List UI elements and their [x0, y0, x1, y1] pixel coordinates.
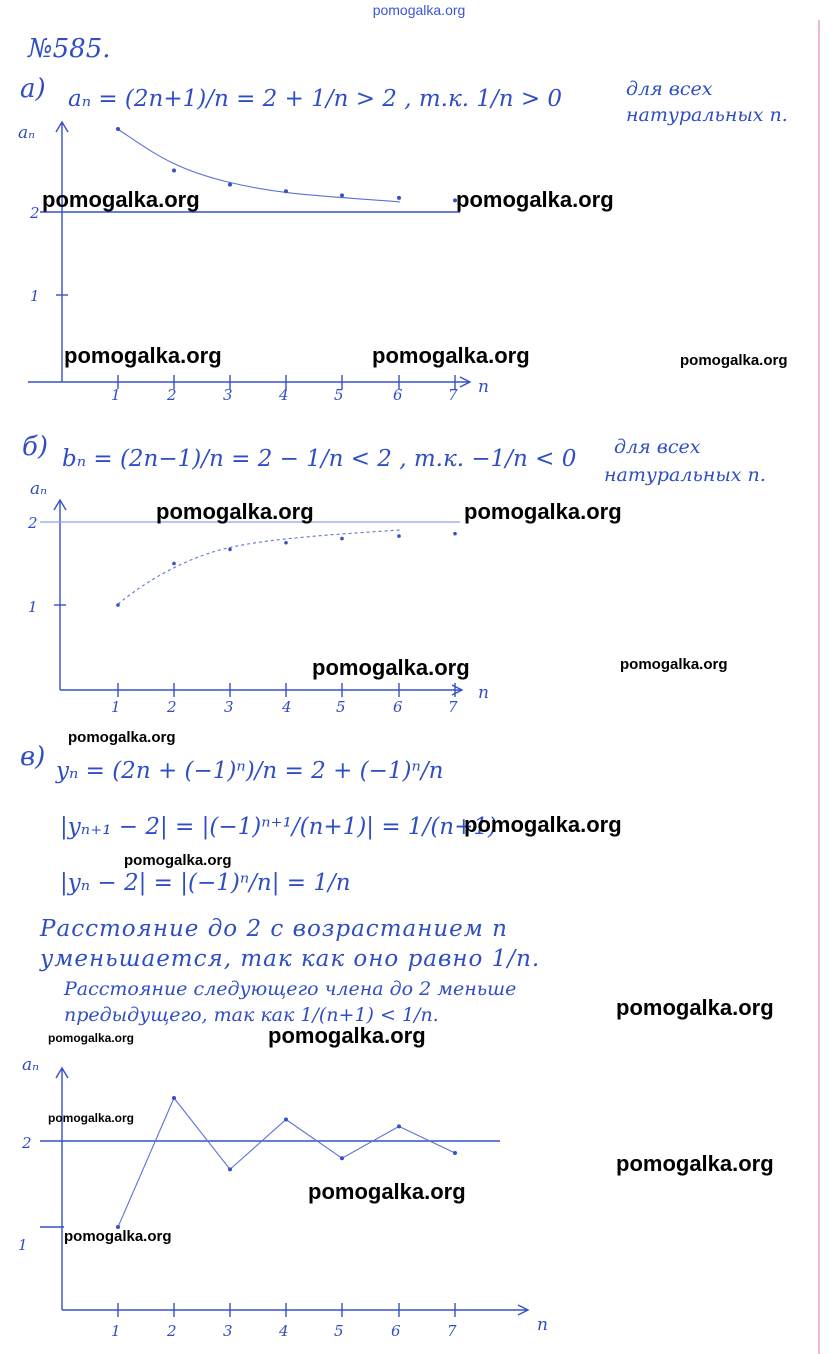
- graph-b-x-tick-7: 7: [448, 698, 458, 716]
- watermark: pomogalka.org: [64, 343, 222, 368]
- data-point: [397, 1124, 401, 1128]
- watermark: pomogalka.org: [68, 729, 176, 746]
- graph-c-x-tick-3: 3: [223, 1322, 233, 1340]
- graph-b-x-tick-4: 4: [282, 698, 292, 716]
- watermark: pomogalka.org: [620, 656, 728, 673]
- graph-c-polyline: [118, 1098, 455, 1227]
- data-point: [340, 1156, 344, 1160]
- data-point: [116, 127, 120, 131]
- watermark: pomogalka.org: [680, 352, 788, 369]
- part-c-line-3: |yₙ − 2| = |(−1)ⁿ/n| = 1/n: [60, 870, 351, 896]
- data-point: [340, 537, 344, 541]
- part-c-text-3: Расстояние следующего члена до 2 меньше: [64, 978, 517, 1000]
- graph-a-x-tick-6: 6: [393, 386, 403, 404]
- watermark: pomogalka.org: [156, 499, 314, 524]
- graph-b-x-tick-5: 5: [336, 698, 346, 716]
- data-point: [284, 541, 288, 545]
- part-c-text-1: Расстояние до 2 с возрастанием n: [40, 916, 508, 942]
- data-point: [284, 189, 288, 193]
- graph-c: [18, 1055, 548, 1340]
- data-point: [397, 534, 401, 538]
- part-a-formula: aₙ = (2n+1)/n = 2 + 1/n > 2 , т.к. 1/n > 0: [68, 86, 563, 112]
- graph-c-y-tick-1: 1: [18, 1236, 28, 1254]
- graph-b-x-tick-2: 2: [167, 698, 177, 716]
- graph-a-x-tick-1: 1: [111, 386, 121, 404]
- watermark: pomogalka.org: [464, 499, 622, 524]
- part-b-letter: б): [22, 432, 49, 462]
- watermark: pomogalka.org: [372, 343, 530, 368]
- graph-c-y-tick-2: 2: [22, 1134, 32, 1152]
- data-point: [116, 603, 120, 607]
- part-b-note-2: натуральных n.: [604, 464, 766, 486]
- data-point: [172, 562, 176, 566]
- data-point: [453, 532, 457, 536]
- graph-b-curve: [118, 530, 400, 604]
- watermark: pomogalka.org: [42, 187, 200, 212]
- graph-a-y-tick-2: 2: [30, 204, 40, 222]
- graph-c-x-label: n: [537, 1315, 548, 1335]
- graph-c-x-tick-1: 1: [111, 1322, 121, 1340]
- part-c-text-2: уменьшается, так как оно равно 1/n.: [40, 946, 541, 972]
- watermark: pomogalka.org: [616, 995, 774, 1020]
- watermark: pomogalka.org: [464, 812, 622, 837]
- graph-b-x-tick-1: 1: [111, 698, 121, 716]
- part-b-note-1: для всех: [614, 436, 701, 458]
- watermark: pomogalka.org: [48, 1111, 135, 1125]
- graph-c-x-tick-6: 6: [391, 1322, 401, 1340]
- data-point: [340, 193, 344, 197]
- watermark: pomogalka.org: [308, 1179, 466, 1204]
- part-c-formula: yₙ = (2n + (−1)ⁿ)/n = 2 + (−1)ⁿ/n: [56, 758, 444, 784]
- graph-c-y-label: aₙ: [22, 1055, 40, 1075]
- graph-c-x-tick-4: 4: [279, 1322, 289, 1340]
- site-header[interactable]: pomogalka.org: [372, 2, 466, 18]
- data-point: [228, 548, 232, 552]
- graph-c-x-tick-2: 2: [167, 1322, 177, 1340]
- data-point: [172, 1096, 176, 1100]
- watermark: pomogalka.org: [124, 852, 232, 869]
- data-point: [284, 1118, 288, 1122]
- graph-b-x-label: n: [478, 683, 489, 703]
- graph-a-x-tick-7: 7: [448, 386, 458, 404]
- part-a-note-2: натуральных n.: [626, 104, 788, 126]
- graph-c-x-tick-5: 5: [334, 1322, 344, 1340]
- graph-b-x-tick-3: 3: [224, 698, 234, 716]
- data-point: [228, 183, 232, 187]
- data-point: [453, 1151, 457, 1155]
- graph-a-x-label: n: [478, 377, 489, 397]
- watermark: pomogalka.org: [312, 655, 470, 680]
- graph-b-y-tick-2: 2: [28, 514, 38, 532]
- graph-b-y-label: aₙ: [30, 479, 48, 499]
- graph-a-x-tick-3: 3: [223, 386, 233, 404]
- graph-a-x-tick-4: 4: [279, 386, 289, 404]
- graph-a-y-label: aₙ: [18, 123, 36, 143]
- watermark: pomogalka.org: [456, 187, 614, 212]
- graph-c-x-tick-7: 7: [447, 1322, 457, 1340]
- part-a-letter: а): [20, 74, 46, 104]
- part-b-formula: bₙ = (2n−1)/n = 2 − 1/n < 2 , т.к. −1/n < 0: [62, 446, 577, 472]
- graph-a-x-tick-5: 5: [334, 386, 344, 404]
- watermark: pomogalka.org: [616, 1151, 774, 1176]
- graph-b-y-tick-1: 1: [28, 598, 38, 616]
- watermark: pomogalka.org: [64, 1228, 172, 1245]
- data-point: [172, 169, 176, 173]
- watermark: pomogalka.org: [268, 1023, 426, 1048]
- part-c-line-2: |yₙ₊₁ − 2| = |(−1)ⁿ⁺¹/(n+1)| = 1/(n+1): [60, 814, 497, 840]
- problem-number: №585.: [28, 34, 111, 64]
- graph-a-x-tick-2: 2: [167, 386, 177, 404]
- watermark: pomogalka.org: [48, 1031, 135, 1045]
- part-a-note-1: для всех: [626, 78, 713, 100]
- data-point: [228, 1167, 232, 1171]
- part-c-text-4: предыдущего, так как 1/(n+1) < 1/n.: [64, 1004, 439, 1026]
- graph-a-y-tick-1: 1: [30, 287, 40, 305]
- part-c-letter: в): [20, 742, 46, 772]
- graph-b-x-tick-6: 6: [393, 698, 403, 716]
- data-point: [397, 196, 401, 200]
